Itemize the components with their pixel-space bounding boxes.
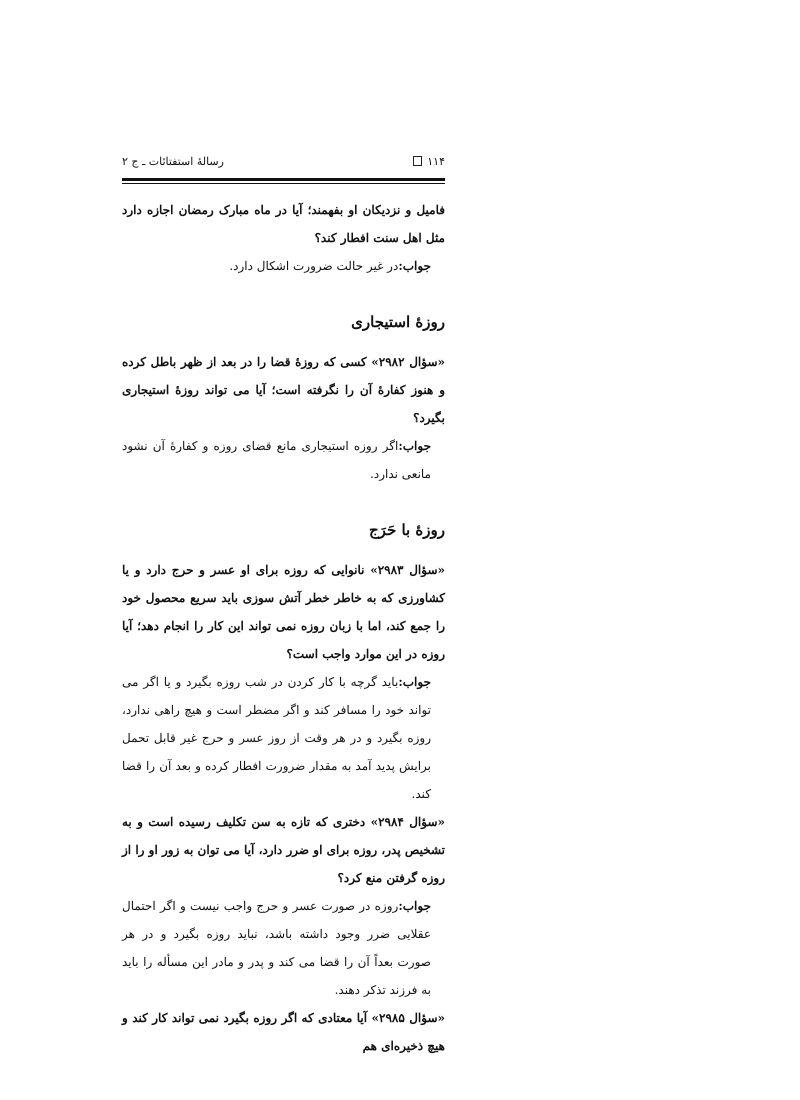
page-number: ۱۱۴ (427, 154, 445, 168)
answer-text: باید گرچه با کار کردن در شب روزه بگیرد و یا اگر می تواند خود را مسافر کند و اگر مضطر است و هیچ راهی ندارد، روزه بگیرد و در هر وقت از روز عسر و حرج غیر قابل تحمل برایش پدید آمد به مقدار ضرورت افطار کرده و بعد آن را قضا کند. (122, 675, 431, 801)
question-2985: «سؤال ۲۹۸۵» آیا معتادی که اگر روزه بگیرد نمی تواند کار کند و هیچ ذخیره‌ای هم (122, 1011, 446, 1053)
header-rule-thick (122, 178, 445, 181)
answer-label: جواب: (398, 899, 431, 913)
section-title: روزهٔ با حَرَج (368, 521, 445, 539)
answer-text: روزه در صورت عسر و حرج واجب نیست و اگر احتمال عقلایی ضرر وجود داشته باشد، نباید روزه بگیرد و در هر صورت بعداً آن را قضا می کند و پدر و مادر این مسأله را باید به فرزند تذکر دهند. (122, 899, 431, 997)
answer-text: در غیر حالت ضرورت اشکال دارد. (229, 259, 399, 273)
question-2984: «سؤال ۲۹۸۴» دختری که تازه به سن تکلیف رسیده است و به تشخیص پدر، روزه برای او ضرر دارد، آیا می توان به زور او را از روزه گرفتن منع کرد؟ (122, 815, 446, 885)
page-header (122, 150, 445, 172)
question-2983: «سؤال ۲۹۸۳» نانوایی که روزه برای او عسر و حرج دارد و یا کشاورزی که به خاطر خطر آتش سوزی باید سریع محصول خود را جمع کند، اما با زبان روزه نمی تواند این کار را انجام دهد؛ آیا روزه در این موارد واجب است؟ (122, 563, 446, 661)
document-page (122, 150, 445, 1060)
answer-label: جواب: (398, 675, 431, 689)
question-continuation: فامیل و نزدیکان او بفهمند؛ آیا در ماه مبارک رمضان اجازه دارد مثل اهل سنت افطار کند؟ (122, 203, 445, 245)
section-title: روزهٔ استیجاری (351, 313, 445, 331)
square-ornament-icon (413, 156, 422, 166)
answer-label: جواب: (398, 259, 431, 273)
answer-paragraph (122, 252, 445, 280)
header-rule-thin (122, 183, 445, 184)
page-number-group (413, 155, 445, 168)
answer-paragraph (122, 432, 445, 488)
answer-paragraph (122, 892, 445, 1004)
answer-paragraph (122, 668, 445, 808)
answer-label: جواب: (398, 439, 431, 453)
question-2982: «سؤال ۲۹۸۲» کسی که روزهٔ قضا را در بعد از ظهر باطل کرده و هنوز کفارهٔ آن را نگرفته است؛ آیا می تواند روزهٔ استیجاری بگیرد؟ (122, 355, 445, 425)
book-title: رسالهٔ استفتائات ـ ج ۲ (122, 154, 224, 168)
answer-text: اگر روزه استیجاری مانع قضای روزه و کفارهٔ آن نشود مانعی ندارد. (122, 439, 431, 481)
